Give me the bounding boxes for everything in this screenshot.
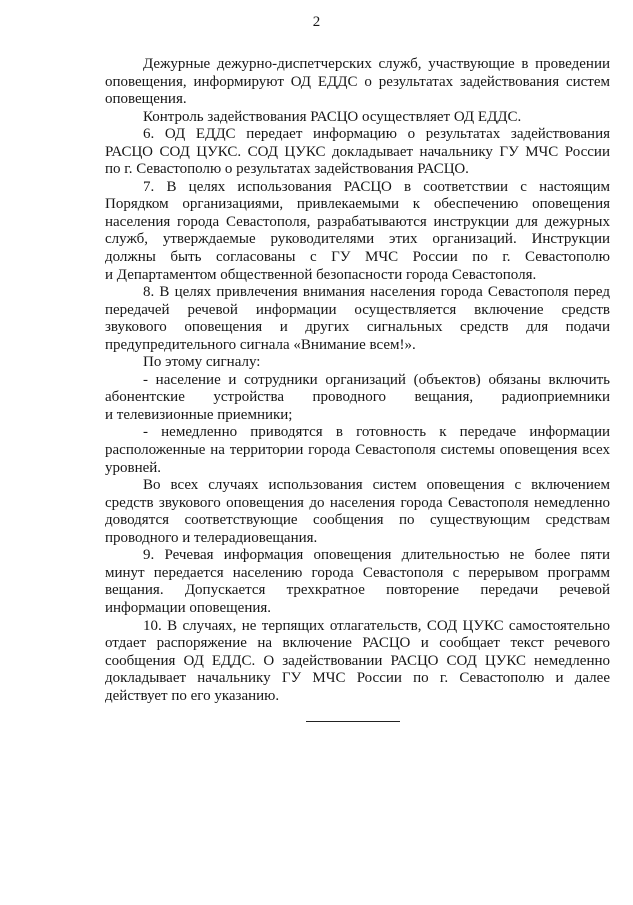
text-line: проводного и телерадиовещания.	[105, 529, 318, 546]
text-line: и Департаментом общественной безопасности города Севастополя.	[105, 266, 537, 283]
text-line: Дежурные дежурно-диспетчерских служб, участвующие в проведении	[143, 56, 610, 72]
text-line: оповещения.	[105, 91, 187, 108]
line-row	[105, 196, 610, 214]
line-row	[105, 319, 610, 337]
text-line: передачей речевой информации осуществляется включение средств	[105, 301, 610, 318]
paragraph-systems-readiness	[105, 424, 610, 477]
text-line: средств звукового оповещения до населения города Севастополя немедленно	[105, 494, 610, 511]
text-line: расположенные на территории города Севастополя системы оповещения всех	[105, 442, 610, 459]
line-row	[105, 512, 610, 530]
line-row	[105, 530, 610, 548]
text-line: предупредительного сигнала «Внимание всем!».	[105, 336, 416, 353]
line-row	[105, 302, 610, 320]
line-row	[105, 161, 610, 179]
end-of-text-rule	[306, 721, 400, 722]
line-row	[105, 688, 610, 706]
line-row	[105, 600, 610, 618]
line-row	[105, 442, 610, 460]
paragraph-duty-services	[105, 56, 610, 109]
line-row	[105, 653, 610, 671]
text-line: 8. В целях привлечения внимания населения города Севастополя перед	[143, 284, 610, 301]
paragraph-control	[105, 109, 610, 127]
text-line: уровней.	[105, 459, 162, 476]
paragraph-item-7	[105, 179, 610, 284]
line-row	[105, 354, 610, 372]
text-line: 9. Речевая информация оповещения длительностью не более пяти	[143, 547, 610, 564]
line-row	[105, 547, 610, 565]
line-row	[105, 372, 610, 390]
page-number: 2	[312, 14, 321, 30]
text-line: 10. В случаях, не терпящих отлагательств, СОД ЦУКС самостоятельно	[143, 617, 610, 634]
text-line: и телевизионные приемники;	[105, 406, 293, 423]
line-row	[105, 56, 610, 74]
paragraph-item-8	[105, 284, 610, 354]
text-line: населения города Севастополя, разрабатываются инструкции для дежурных	[105, 213, 610, 230]
text-line: по г. Севастополю о результатах задействования РАСЦО.	[105, 161, 469, 178]
line-row	[105, 126, 610, 144]
line-row	[105, 144, 610, 162]
text-line: докладывает начальнику ГУ МЧС России по г. Севастополю и далее	[105, 670, 610, 687]
text-line: доводятся соответствующие сообщения по существующим средствам	[105, 512, 610, 529]
line-row	[105, 495, 610, 513]
line-row	[105, 389, 610, 407]
line-row	[105, 460, 610, 478]
paragraph-population-instruction	[105, 372, 610, 425]
text-line: РАСЦО СОД ЦУКС. СОД ЦУКС докладывает начальнику ГУ МЧС России	[105, 143, 610, 160]
text-line: минут передается населению города Севастополя с перерывом программ	[105, 564, 610, 581]
line-row	[105, 74, 610, 92]
line-row	[105, 179, 610, 197]
paragraph-item-10	[105, 618, 610, 706]
text-line: Во всех случаях использования систем оповещения с включением	[143, 477, 610, 494]
text-line: отдает распоряжение на включение РАСЦО и сообщает текст речевого	[105, 635, 610, 652]
text-line: вещания. Допускается трехкратное повторение передачи речевой	[105, 582, 610, 599]
text-line: звукового оповещения и других сигнальных средств для подачи	[105, 319, 610, 336]
line-row	[105, 267, 610, 285]
text-line: сообщения ОД ЕДДС. О задействовании РАСЦО СОД ЦУКС немедленно	[105, 652, 610, 669]
text-line: 7. В целях использования РАСЦО в соответствии с настоящим	[143, 178, 610, 195]
text-line: Порядком организациями, привлекаемыми к обеспечению оповещения	[105, 196, 610, 213]
line-row	[105, 618, 610, 636]
line-row	[105, 231, 610, 249]
line-row	[105, 424, 610, 442]
paragraph-signal-intro	[105, 354, 610, 372]
text-line: - население и сотрудники организаций (объектов) обязаны включить	[143, 371, 610, 388]
line-row	[105, 249, 610, 267]
text-line: абонентские устройства проводного вещания, радиоприемники	[105, 389, 610, 406]
text-line: информации оповещения.	[105, 599, 272, 616]
text-line: действует по его указанию.	[105, 687, 280, 704]
line-row	[105, 565, 610, 583]
text-line: оповещения, информируют ОД ЕДДС о результатах задействования систем	[105, 73, 610, 90]
paragraph-item-9	[105, 547, 610, 617]
line-row	[105, 670, 610, 688]
line-row	[105, 91, 610, 109]
line-row	[105, 635, 610, 653]
line-row	[105, 109, 610, 127]
line-row	[105, 214, 610, 232]
line-row	[105, 582, 610, 600]
line-row	[105, 407, 610, 425]
line-row	[105, 337, 610, 355]
line-row	[105, 477, 610, 495]
line-row	[105, 284, 610, 302]
text-line: должны быть согласованы с ГУ МЧС России по г. Севастополю	[105, 249, 610, 266]
text-line: 6. ОД ЕДДС передает информацию о результатах задействования	[143, 126, 610, 143]
text-line: По этому сигналу:	[143, 354, 261, 371]
document-body	[105, 56, 610, 705]
paragraph-all-cases	[105, 477, 610, 547]
text-line: - немедленно приводятся в готовность к передаче информации	[143, 424, 610, 441]
text-line: Контроль задействования РАСЦО осуществляет ОД ЕДДС.	[143, 108, 522, 125]
text-line: служб, утверждаемые руководителями этих организаций. Инструкции	[105, 231, 610, 248]
paragraph-item-6	[105, 126, 610, 179]
